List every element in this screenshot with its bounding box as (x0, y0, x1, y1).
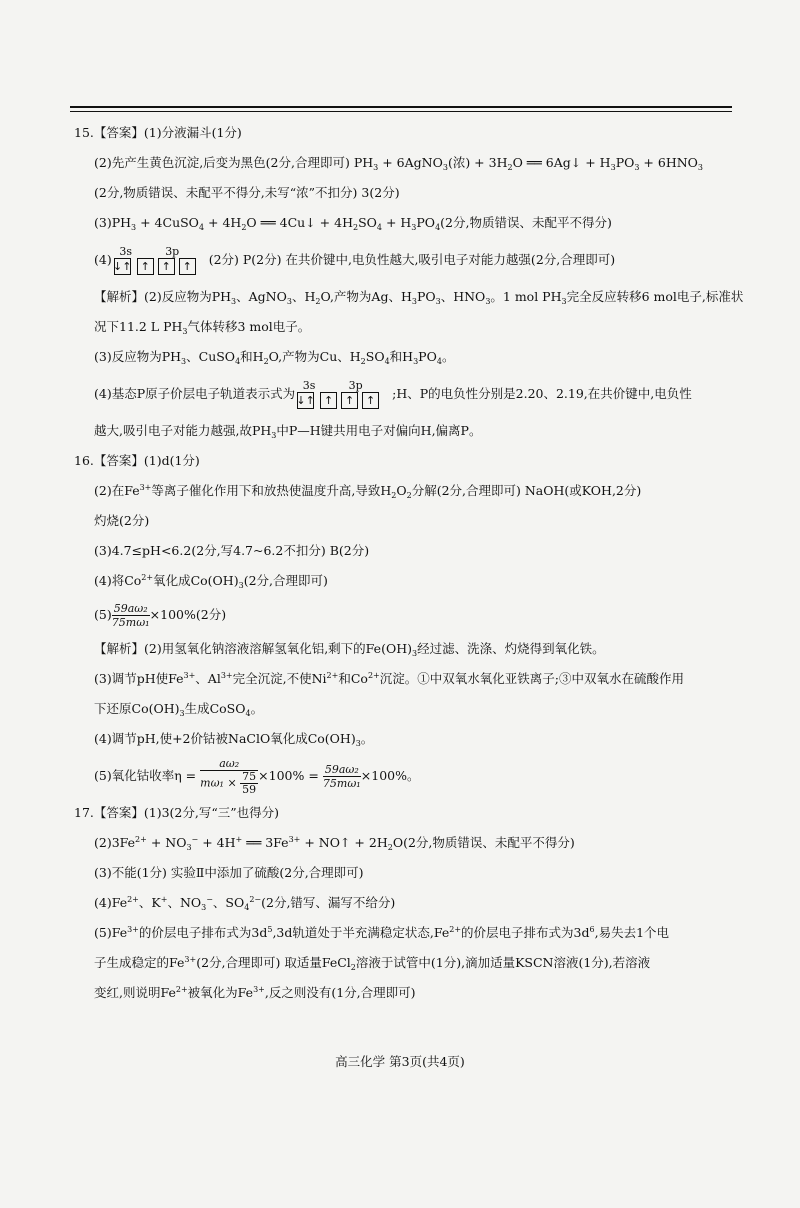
q17-answer-3: (3)不能(1分) 实验Ⅱ中添加了硫酸(2分,合理即可) (94, 865, 364, 880)
q16-answer-2-cont: 灼烧(2分) (94, 513, 150, 528)
q17-answer-5: $(5)Fe^{3+}$的价层电子排布式为$3d^5,3d$轨道处于半充满稳定状态$,Fe^{2+}$的价层电子排布式为$3d^6$,易失去1个电 (94, 925, 670, 940)
header-rule-thin (70, 111, 732, 112)
q17-answer-1: 17.【答案】(1)3(2分,写“三”也得分) (74, 805, 279, 820)
q15-answer-4: (4) 3s 3p ↓↑ ↑ ↑ ↑ (2分) P(2分) 在共价键中,电负性越大,吸引电子对能力越强(2分,合理即可) (94, 245, 616, 273)
answer-content (74, 118, 744, 1008)
q16-analysis-2: (3)调节pH使$Fe^{3+}$、$Al^{3+}$完全沉淀,不使$Ni^{2+}$和$Co^{2+}$沉淀。①中双氧水氧化亚铁离子;③中双氧水在硫酸作用 (94, 671, 684, 686)
q15-analysis-1-cont: 况下11.2 L $PH_3$气体转移3 mol电子。 (94, 319, 311, 336)
q16-answer-2: (2)在$Fe^{3+}$等离子催化作用下和放热使温度升高,导致$H_2O_2$分解(2分,合理即可) NaOH(或KOH,2分) (94, 483, 642, 500)
orbital-box-3p: ↑ (341, 392, 358, 409)
orbital-box-3p: ↑ (158, 258, 175, 275)
q15-answer-2-cont: (2分,物质错误、未配平不得分,未写“浓”不扣分) 3(2分) (94, 185, 400, 200)
q15-answer-1: 15.【答案】(1)分液漏斗(1分) (74, 125, 242, 140)
q16-analysis-1: 【解析】(2)用氢氧化钠溶液溶解氢氧化铝,剩下的$Fe(OH)_3$经过滤、洗涤、灼烧得到氧化铁。 (94, 641, 605, 658)
yield-fraction: $\frac{\text{59aω₂}}{\text{75mω₁}}$ (111, 602, 150, 629)
q16-answer-4: (4)将$Co^{2+}$氧化成$Co(OH)_3(2$分,合理即可) (94, 573, 328, 590)
page-footer: 高三化学 第3页(共4页) (335, 1054, 465, 1069)
orbital-diagram: 3s 3p ↓↑ ↑ ↑ ↑ (297, 380, 390, 409)
q16-analysis-4: (5)氧化钴收率η = aω₂ mω₁ × $\frac{75}{59}$ ×100% = $\frac{\text{59aω₂}}{\text{75mω₁}}$ ×100%。 (94, 757, 420, 796)
orbital-box-3s: ↓↑ (113, 260, 132, 273)
q16-answer-5: (5) $\frac{\text{59aω₂}}{\text{75mω₁}}$ ×100%(2分) (94, 602, 227, 629)
orbital-diagram: 3s 3p ↓↑ ↑ ↑ ↑ (114, 246, 207, 275)
q15-answer-3: $(3)PH_3$ + 4CuSO$_4$ + $4H_2O$ ══ 4Cu↓ + $4H_2SO_4 + H_3PO_4(2$分,物质错误、未配平不得分) (94, 215, 612, 232)
orbital-box-3s: ↓↑ (296, 394, 315, 407)
q17-answer-5-cont: 子生成稳定的$Fe^{3+}(2$分,合理即可) 取适量FeCl$_2$溶液于试管中(1分),滴加适量KSCN溶液(1分),若溶液 (94, 955, 651, 972)
yield-formula-fraction: aω₂ mω₁ × $\frac{75}{59}$ (200, 757, 257, 796)
q17-answer-5-cont2: 变红,则说明$Fe^{2+}$被氧化为$Fe^{3+}$,反之则没有(1分,合理即可) (94, 985, 416, 1000)
q17-answer-4: $(4)Fe^{2+}$、K+、$NO_3^-$、$SO_4^{2-}(2$分,错写、漏写不给分) (94, 895, 396, 912)
q15-analysis-3-cont: 越大,吸引电子对能力越强,故$PH_3$中P—H键共用电子对偏向H,偏离P。 (94, 423, 482, 440)
yield-result-fraction: $\frac{\text{59aω₂}}{\text{75mω₁}}$ (322, 763, 361, 790)
q16-analysis-3: (4)调节pH,使+2价钴被NaClO氧化成$Co(OH)_3$。 (94, 731, 374, 748)
orbital-box-3p: ↑ (362, 392, 379, 409)
q15-analysis-1: 【解析】(2)反应物为$PH_3$、AgNO$_3$、$H_2O$,产物为Ag、$H_3PO_3$、$HNO_3$。1 mol $PH_3$完全反应转移6 mol电子,标准状 (94, 289, 744, 306)
q16-analysis-2-cont: 下还原$Co(OH)_3$生成CoSO$_4$。 (94, 701, 264, 718)
orbital-box-3p: ↑ (137, 258, 154, 275)
q16-answer-1: 16.【答案】(1)d(1分) (74, 453, 200, 468)
q15-answer-2: (2)先产生黄色沉淀,后变为黑色(2分,合理即可) $PH_3$ + 6AgNO$_3$(浓) + $3H_2O$ ══ 6Ag↓ + $H_3PO_3 + 6HNO_3$ (94, 155, 704, 172)
q16-answer-3: (3)4.7≤pH<6.2(2分,写4.7~6.2不扣分) B(2分) (94, 543, 370, 558)
q17-answer-2: $(2)3Fe^{2+} + NO_3^- + 4H^+$ ══ $3Fe^{3+}$ + NO↑ + $2H_2O(2$分,物质错误、未配平不得分) (94, 835, 575, 852)
orbital-box-3p: ↑ (320, 392, 337, 409)
q15-analysis-2: (3)反应物为$PH_3$、CuSO$_4$和$H_2O$,产物为Cu、$H_2SO_4$和$H_3PO_4$。 (94, 349, 455, 366)
header-rule-thick (70, 106, 732, 108)
q15-analysis-3: (4)基态P原子价层电子轨道表示式为 3s 3p ↓↑ ↑ ↑ ↑ ;H、P的电负性分别是2.20、2.19,在共价键中,电负性 (94, 379, 692, 407)
orbital-box-3p: ↑ (179, 258, 196, 275)
